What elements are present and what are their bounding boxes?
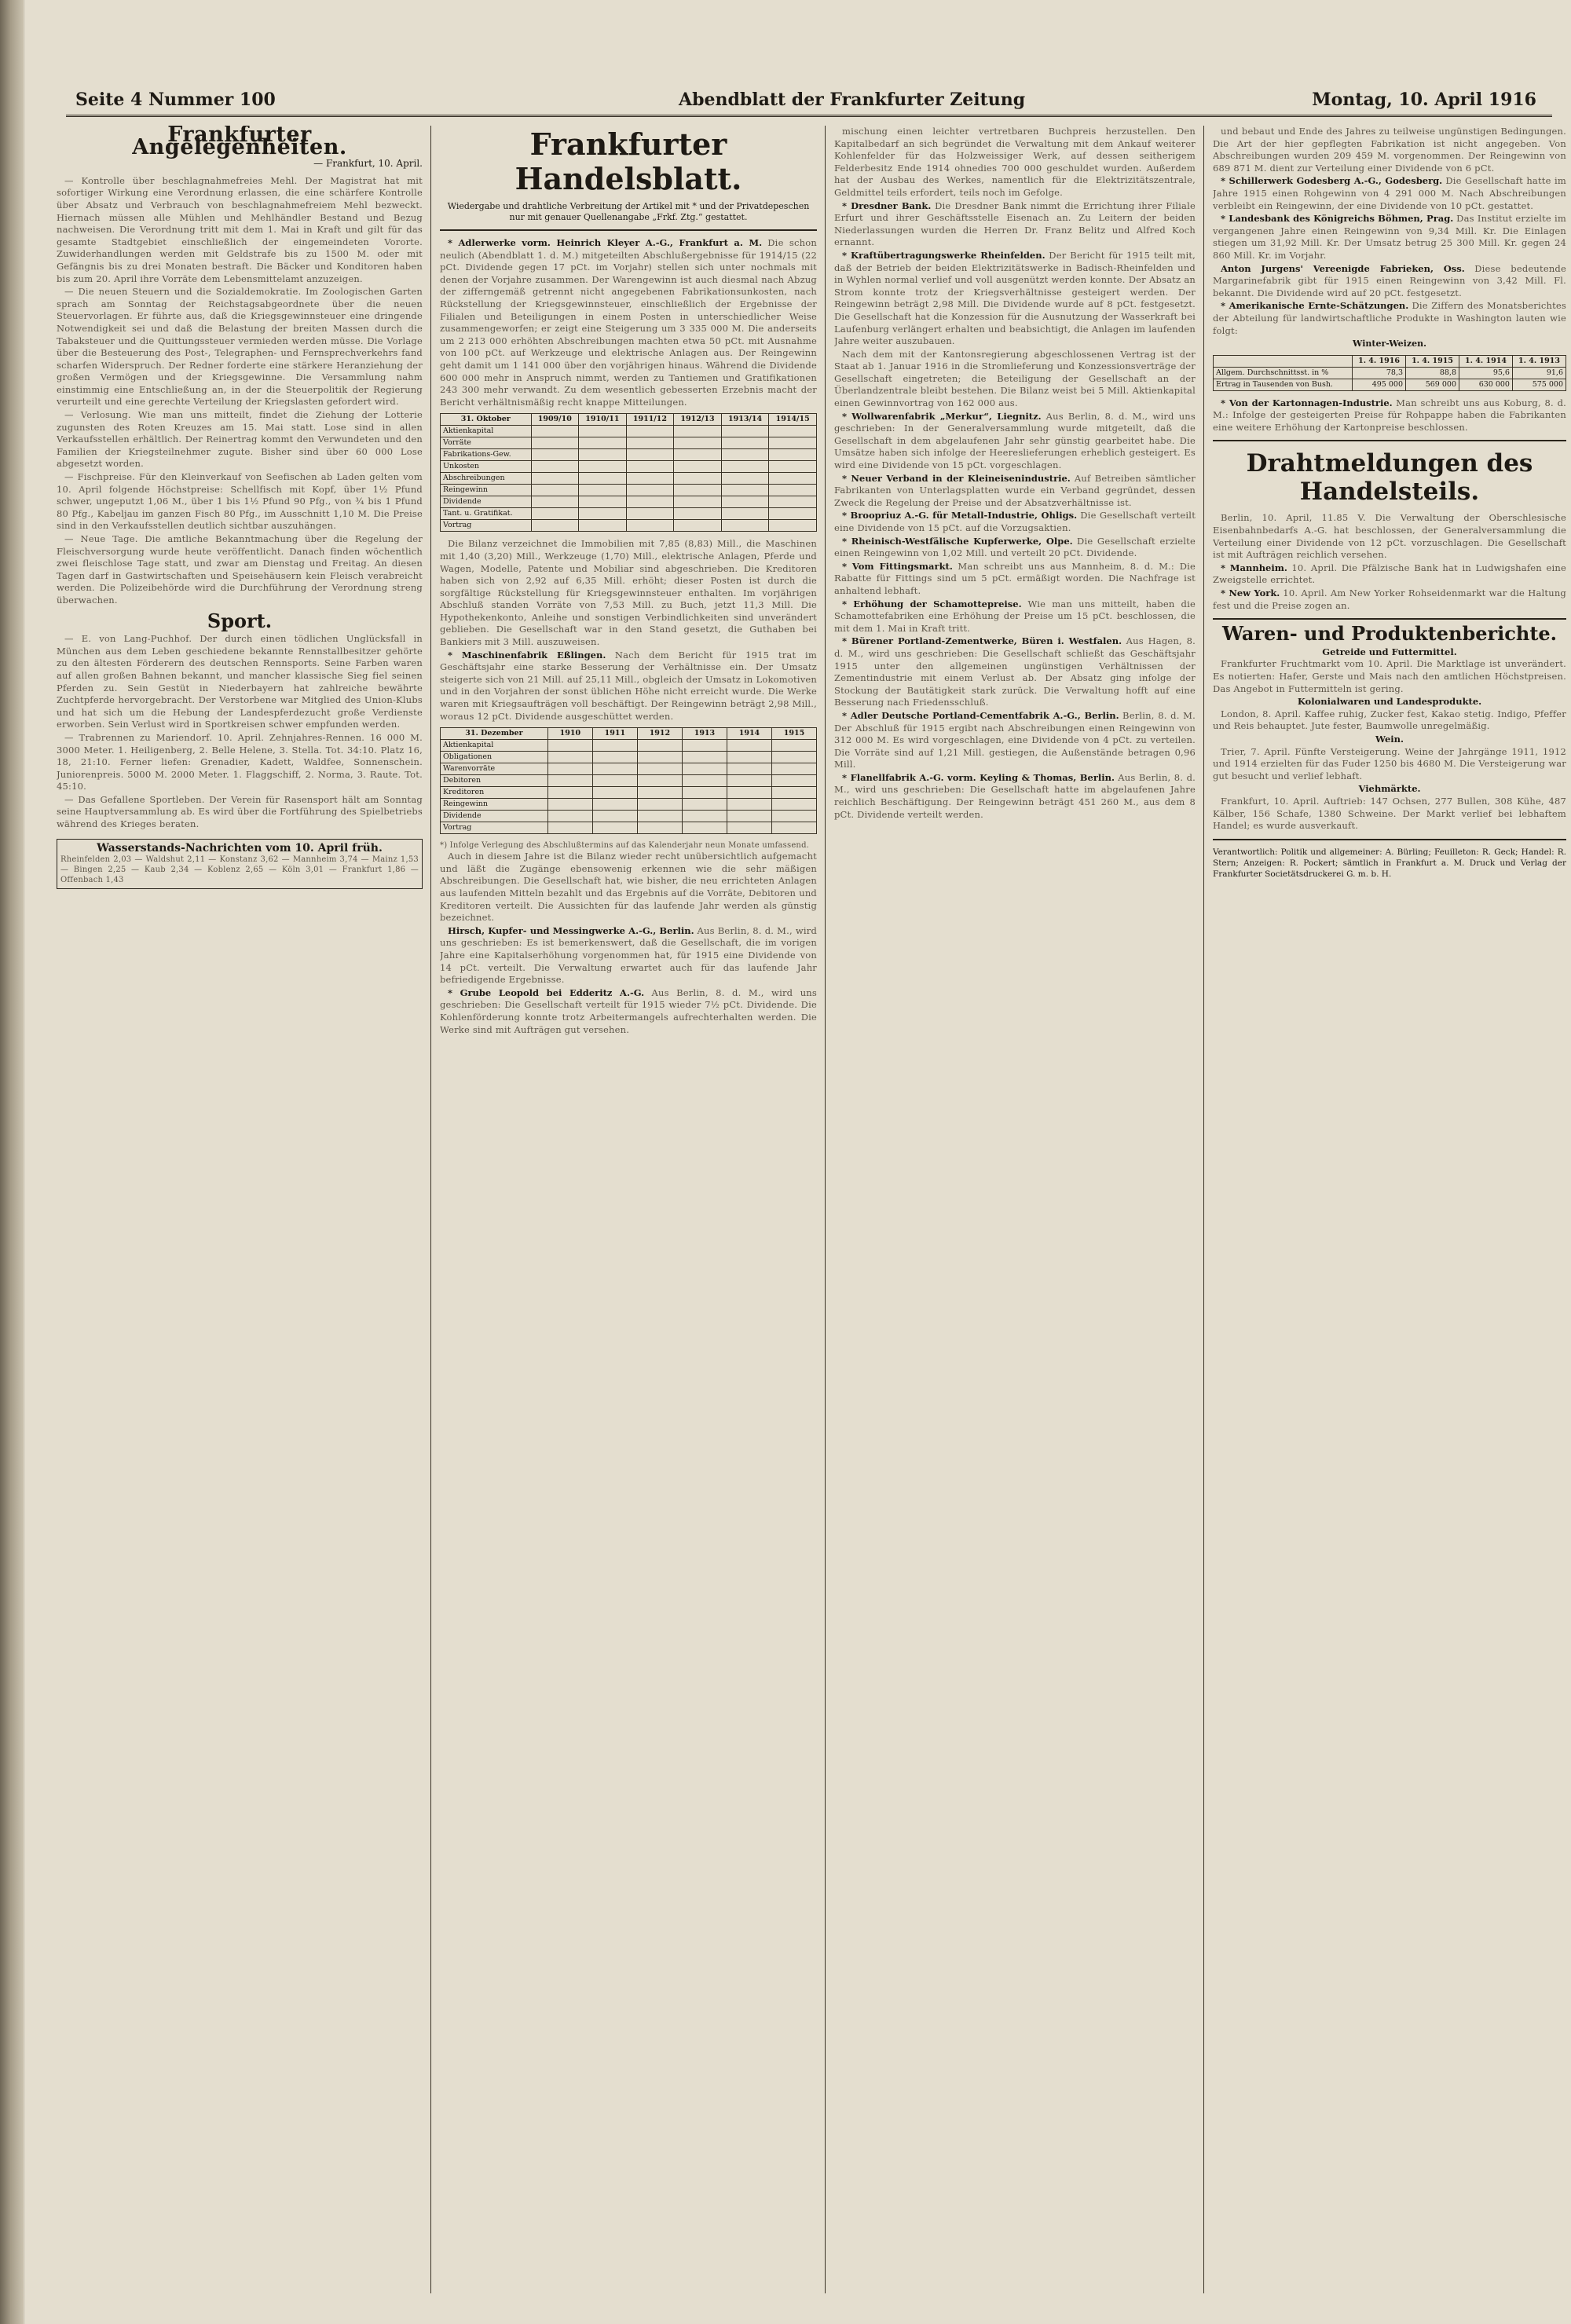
esslingen-table-row <box>441 811 817 822</box>
adlerwerke-table-cell <box>579 449 627 461</box>
esslingen-table-header-3: 1912 <box>637 728 682 740</box>
esslingen-table-cell <box>592 763 637 775</box>
esslingen-table-cell <box>547 822 592 834</box>
grube-leopold-heading: * Grube Leopold bei Edderitz A.-G. <box>448 986 645 998</box>
adlerwerke-table-cell <box>531 520 579 532</box>
crop-table-label: Winter-Weizen. <box>1353 339 1426 350</box>
adlerwerke-table-cell <box>531 426 579 437</box>
markets-heading: Waren- und Produktenberichte. <box>1221 622 1558 646</box>
adlerwerke-table-cell <box>674 449 722 461</box>
esslingen-table-row <box>441 822 817 834</box>
column-1: Frankfurter Angelegenheiten. — Frankfurt, 10. April. — Kontrolle über beschlagnahmefreies Mehl. Der Magistrat hat mit sofortiger Wirkung eine Verordnung erlassen, die eine schärfere Kontrolle über Absatz und Verbrauch von beschlagnahmefreiem Mehl bezweckt. Hiernach müssen alle Mühlen und Mehlhändler Bestand und Bezug nachweisen. Die Verordnung tritt mit dem 1. Mai in Kraft und gilt für das gesamte Stadtgebiet einschließlich der eingemeindeten Vororte. Zuwiderhandlungen werden mit Geldstrafe bis zu 1500 M. oder mit Gefängnis bis zu drei Monaten bestraft. Die Bäcker und Konditoren haben bis zum 20. April ihre Vorräte dem Lebensmittelamt anzuzeigen. — Die neuen Steuern und die Sozialdemokratie. Im Zoologischen Garten sprach am Sonntag der Reichstagsabgeordnete über die neuen Steuervorlagen. Er führte aus, daß die Kriegsgewinnsteuer eine dringende Notwendigkeit sei und daß die Belastung der breiten Massen durch die Tabaksteuer und die Quittungssteuer vermieden werden müsse. Die Vorlage über die Besteuerung des Post-, Telegraphen- und Fernsprechverkehrs fand scharfen Widerspruch. Der Redner forderte eine stärkere Heranziehung der großen Vermögen und der Kriegsgewinne. Die Versammlung nahm einstimmig eine Entschließung an, in der die Steuerpolitik der Regierung verurteilt und eine gerechte Verteilung der Kriegslasten gefordert wird. — Verlosung. Wie man uns mitteilt, findet die Ziehung der Lotterie zugunsten des Roten Kreuzes am 15. Mai statt. Lose sind in allen Verkaufsstellen erhältlich. Der Reinertrag kommt den Verwundeten und den Familien der Kriegsteilnehmer zugute. Bisher sind über 60 000 Lose abgesetzt worden. — Fischpreise. Für den Kleinverkauf von Seefischen ab Laden gelten vom 10. April folgende Höchstpreise: Schellfisch mit Kopf, über 1½ Pfund schwer, ungeputzt 1,06 M., über 1 bis 1½ Pfund 90 Pfg., von ¾ bis 1 Pfund 80 Pfg., Kabeljau im ganzen Fisch 80 Pfg., im Ausschnitt 1,10 M. Die Preise sind in den Verkaufsstellen deutlich sichtbar auszuhängen. — Neue Tage. Die amtliche Bekanntmachung über die Regelung der Fleischversorgung wurde heute veröffentlicht. Danach finden wöchentlich zwei fleischlose Tage statt, und zwar am Dienstag und Freitag. An diesen Tagen darf in Gastwirtschaften und Speisehäusern kein Fleisch verabreicht werden. Die Polizeibehörde wird die Durchführung der Verordnung streng überwachen. Sport. — E. von Lang-Puchhof. Der durch einen tödlichen Unglücksfall in München aus dem Leben geschiedene bekannte Rennstallbesitzer gehörte zu den ältesten Förderern des deutschen Rennsports. Seine Farben waren auf allen großen Bahnen bekannt, und mancher klassische Sieg fiel seinen Pferden zu. Sein Gestüt in Niederbayern hat zahlreiche bewährte Zuchtpferde hervorgebracht. Der Verstorbene war Mitglied des Union-Klubs und hat sich um die Hebung der Landespferdezucht große Verdienste erworben. Sein Verlust wird in Sportkreisen schwer empfunden werden. — Trabrennen zu Mariendorf. 10. April. Zehnjahres-Rennen. 16 000 M. 3000 Meter. 1. Heiligenberg, 2. Belle Helene, 3. Stella. Tot. 34:10. Platz 16, 18, 21:10. Ferner liefen: Grenadier, Kadett, Waldfee, Sonnenschein. Juniorenpreis. 5000 M. 2000 Meter. 1. Flaggschiff, 2. Norma, 3. Raute. Tot. 45:10. — Das Gefallene Sportleben. Der Verein für Rasensport hält am Sonntag seine Hauptversammlung ab. Es wird über die Fortführung des Spielbetriebs während des Krieges beraten. Wasserstands-Nachrichten vom 10. April früh. Rheinfelden 2,03 — Waldshut 2,11 — Konstanz 3,62 — Mannheim 3,74 — Mainz 1,53 — Bingen 2,25 — Kaub 2,34 — Koblenz 2,65 — Köln 3,01 — Frankfurt 1,86 — Offenbach 1,43 <box>57 126 423 2293</box>
esslingen-table-header-1: 1910 <box>547 728 592 740</box>
column-3: mischung einen leichter vertretbaren Buchpreis herzustellen. Den Kapitalbedarf an sich begründet die Verwaltung mit dem Ankauf weiterer Kohlenfelder für das Holzweissiger Werk, auf dessen seitherigem Felderbesitz Ende 1914 ohnedies 700 000 geschuldet wurden. Außerdem hat der Ausbau des Werkes, namentlich für die Elektrizitätszentrale, Geldmittel teils erfordert, teils noch im Gefolge. * Dresdner Bank. Die Dresdner Bank nimmt die Errichtung ihrer Filiale Erfurt und ihrer Geschäftsstelle Eisenach an. Zu Leitern der beiden Niederlassungen wurden die Herren Dr. Franz Belitz und Alfred Koch ernannt. * Kraftübertragungswerke Rheinfelden. Der Bericht für 1915 teilt mit, daß der Betrieb der beiden Elektrizitätswerke in Badisch-Rheinfelden und in Wyhlen normal verlief und voll ausgenützt werden konnte. Der Absatz an Strom konnte trotz der Kriegsverhältnisse gesteigert werden. Der Reingewinn beträgt 2,98 Mill. Die Dividende wurde auf 8 pCt. festgesetzt. Die Gesellschaft hat die Konzession für die Ausnutzung der Wasserkraft bei Laufenburg verlängert erhalten und beabsichtigt, die Anlagen im laufenden Jahre weiter auszubauen. Nach dem mit der Kantonsregierung abgeschlossenen Vertrag ist der Staat ab 1. Januar 1916 in die Stromlieferung und Konzessionsverträge der Gesellschaft eingetreten; die Beteiligung der Gesellschaft an der Überlandzentrale bleibt bestehen. Die Bilanz weist bei 5 Mill. Aktienkapital einen Gewinnvortrag von 162 000 aus. * Wollwarenfabrik „Merkur“, Liegnitz. Aus Berlin, 8. d. M., wird uns geschrieben: In der Generalversammlung wurde mitgeteilt, daß die Gesellschaft in dem abgelaufenen Jahr sehr günstig gearbeitet habe. Die Umsätze haben sich infolge der Heereslieferungen erheblich gesteigert. Es wird eine Dividende von 15 pCt. vorgeschlagen. * Neuer Verband in der Kleineisenindustrie. Auf Betreiben sämtlicher Fabrikanten von Unterlagsplatten wurde ein Verband gegründet, dessen Zweck die Regelung der Preise und der Absatzverhältnisse ist. * Broopriuz A.-G. für Metall-Industrie, Ohligs. Die Gesellschaft verteilt eine Dividende von 15 pCt. auf die Vorzugsaktien. * Rheinisch-Westfälische Kupferwerke, Olpe. Die Gesellschaft erzielte einen Reingewinn von 1,02 Mill. und verteilt 20 pCt. Dividende. * Vom Fittingsmarkt. Man schreibt uns aus Mannheim, 8. d. M.: Die Rabatte für Fittings sind um 5 pCt. ermäßigt worden. Die Nachfrage ist anhaltend lebhaft. * Erhöhung der Schamottepreise. Wie man uns mitteilt, haben die Schamottefabriken eine Erhöhung der Preise um 15 pCt. beschlossen, die mit dem 1. Mai in Kraft tritt. * Bürener Portland-Zementwerke, Büren i. Westfalen. Aus Hagen, 8. d. M., wird uns geschrieben: Die Gesellschaft schließt das Geschäftsjahr 1915 unter den allgemeinen ungünstigen Verhältnissen der Zementindustrie mit einem Verlust ab. Der Absatz ging infolge der Stockung der Bautätigkeit stark zurück. Die Verwaltung hofft auf eine Besserung nach Friedensschluß. * Adler Deutsche Portland-Cementfabrik A.-G., Berlin. Berlin, 8. d. M. Der Abschluß für 1915 ergibt nach Abschreibungen einen Reingewinn von 312 000 M. Es wird vorgeschlagen, eine Dividende von 4 pCt. zu verteilen. Die Vorräte sind auf 1,21 Mill. gestiegen, die Außenstände betragen 0,96 Mill. * Flanellfabrik A.-G. vorm. Keyling & Thomas, Berlin. Aus Berlin, 8. d. M., wird uns geschrieben: Die Gesellschaft hatte im abgelaufenen Jahre reichlich Beschäftigung. Der Reingewinn beträgt 451 260 M., aus dem 8 pCt. Dividende verteilt werden. <box>834 126 1196 820</box>
crop-table-cell: 91,6 <box>1512 367 1566 379</box>
crop-table-header-1: 1. 4. 1916 <box>1353 355 1406 367</box>
crop-table-cell: 88,8 <box>1406 367 1459 379</box>
adlerwerke-table-row-label: Tant. u. Gratifikat. <box>441 508 532 520</box>
hirsch-kupfer-heading: Hirsch, Kupfer- und Messingwerke A.-G., Berlin. <box>448 924 694 936</box>
esslingen-table-row-label: Warenvorräte <box>441 763 548 775</box>
column-rule-1 <box>430 126 431 2293</box>
adlerwerke-table-cell <box>769 437 817 449</box>
adlerwerke-table-cell <box>674 426 722 437</box>
markets-divider <box>1213 618 1566 620</box>
wire-news-heading: Drahtmeldungen des Handelsteils. <box>1246 449 1533 507</box>
grain-subheading: Getreide und Futtermittel. <box>1322 646 1457 657</box>
crop-table-row-label: Ertrag in Tausenden von Bush. <box>1214 379 1353 390</box>
esslingen-table-cell <box>771 752 816 763</box>
crop-table-row <box>1214 367 1566 379</box>
adlerwerke-table-cell <box>579 437 627 449</box>
esslingen-table-cell <box>637 775 682 787</box>
adlerwerke-table-cell <box>531 508 579 520</box>
esslingen-table-cell <box>592 775 637 787</box>
esslingen-table-row <box>441 799 817 811</box>
bueren-heading: * Bürener Portland-Zementwerke, Büren i. Westfalen. <box>842 635 1122 647</box>
esslingen-table-cell <box>592 811 637 822</box>
esslingen-table-cell <box>682 811 727 822</box>
crop-table-cell: 630 000 <box>1459 379 1513 390</box>
crop-table-row-label: Allgem. Durchschnittsst. in % <box>1214 367 1353 379</box>
wine-subheading: Wein. <box>1375 733 1404 745</box>
esslingen-table-cell <box>547 775 592 787</box>
ernte-heading: * Amerikanische Ernte-Schätzungen. <box>1221 300 1409 312</box>
esslingen-heading: * Maschinenfabrik Eßlingen. <box>448 649 606 661</box>
adlerwerke-table-cell <box>626 426 674 437</box>
keyling-heading: * Flanellfabrik A.-G. vorm. Keyling & Thomas, Berlin. <box>842 771 1115 783</box>
crop-table-cell: 495 000 <box>1353 379 1406 390</box>
adlerwerke-table-row-label: Vorräte <box>441 437 532 449</box>
adlerwerke-table-row <box>441 449 817 461</box>
adlerwerke-table-row <box>441 485 817 496</box>
mannheim-heading: * Mannheim. <box>1221 562 1287 573</box>
esslingen-table-header-4: 1913 <box>682 728 727 740</box>
esslingen-table-cell <box>682 799 727 811</box>
ohligs-heading: * Broopriuz A.-G. für Metall-Industrie, Ohligs. <box>842 510 1078 522</box>
title-divider <box>440 229 817 231</box>
page-masthead <box>66 82 1552 117</box>
esslingen-table-row <box>441 787 817 799</box>
esslingen-table-cell <box>727 752 771 763</box>
esslingen-table-row-label: Aktienkapital <box>441 740 548 752</box>
esslingen-table-cell <box>727 811 771 822</box>
adlerwerke-table-cell <box>626 473 674 485</box>
adlerwerke-table-cell <box>531 437 579 449</box>
local-news-heading: Frankfurter Angelegenheiten. <box>132 126 347 159</box>
water-level-box: Wasserstands-Nachrichten vom 10. April früh. Rheinfelden 2,03 — Waldshut 2,11 — Konstanz 3,62 — Mannheim 3,74 — Mainz 1,53 — Bingen 2,25 — Kaub 2,34 — Koblenz 2,65 — Köln 3,01 — Frankfurt 1,86 — Offenbach 1,43 <box>57 839 423 890</box>
esslingen-table-cell <box>682 763 727 775</box>
adlerwerke-table-cell <box>626 520 674 532</box>
adlerwerke-table-cell <box>579 496 627 508</box>
esslingen-table-row-label: Reingewinn <box>441 799 548 811</box>
adlerwerke-table-cell <box>674 508 722 520</box>
esslingen-table-cell <box>771 799 816 811</box>
adlerwerke-table-cell <box>721 520 769 532</box>
adlerwerke-table-header-3: 1911/12 <box>626 414 674 426</box>
esslingen-table-cell <box>637 752 682 763</box>
adlerwerke-table-cell <box>721 485 769 496</box>
esslingen-table-note: *) Infolge Verlegung des Abschlußtermins auf das Kalenderjahr neun Monate umfassend. <box>440 841 810 851</box>
adlerwerke-heading: * Adlerwerke vorm. Heinrich Kleyer A.-G., Frankfurt a. M. <box>448 237 763 248</box>
esslingen-table-cell <box>592 752 637 763</box>
esslingen-table-cell <box>547 787 592 799</box>
water-level-heading: Wasserstands-Nachrichten vom 10. April früh. <box>97 841 383 855</box>
esslingen-table-cell <box>771 775 816 787</box>
schillerwerk-heading: * Schillerwerk Godesberg A.-G., Godesberg. <box>1221 175 1443 187</box>
adlerwerke-table-row <box>441 426 817 437</box>
kartonnagen-heading: * Von der Kartonnagen-Industrie. <box>1221 397 1393 408</box>
adlerwerke-table-cell <box>721 437 769 449</box>
section-divider <box>1213 440 1566 441</box>
adlerwerke-table-cell <box>769 485 817 496</box>
fitting-heading: * Vom Fittingsmarkt. <box>842 560 953 572</box>
imprint-divider <box>1213 839 1566 840</box>
adlerwerke-table-row-label: Vortrag <box>441 520 532 532</box>
adlerwerke-table-row <box>441 461 817 473</box>
esslingen-table <box>440 727 817 834</box>
adlerwerke-table-header-5: 1913/14 <box>721 414 769 426</box>
crop-table-cell: 78,3 <box>1353 367 1406 379</box>
esslingen-table-cell <box>682 740 727 752</box>
adlerwerke-table-cell <box>769 508 817 520</box>
esslingen-table-row <box>441 752 817 763</box>
adlerwerke-table-cell <box>721 508 769 520</box>
adlerwerke-table-cell <box>579 461 627 473</box>
cattle-subheading: Viehmärkte. <box>1358 783 1421 795</box>
adlerwerke-table-cell <box>674 520 722 532</box>
crop-table-cell: 575 000 <box>1512 379 1566 390</box>
esslingen-table-cell <box>727 799 771 811</box>
newspaper-page <box>25 0 1571 2324</box>
adlerwerke-table-row <box>441 520 817 532</box>
adlerwerke-table-cell <box>579 508 627 520</box>
adlerwerke-table-cell <box>769 473 817 485</box>
esslingen-table-row-label: Kreditoren <box>441 787 548 799</box>
adlerwerke-table-cell <box>769 449 817 461</box>
esslingen-table-cell <box>727 787 771 799</box>
adlerwerke-table-row-label: Abschreibungen <box>441 473 532 485</box>
adlerwerke-table-cell <box>531 461 579 473</box>
esslingen-table-row-label: Obligationen <box>441 752 548 763</box>
adlerwerke-table-cell <box>626 496 674 508</box>
column-rule-2 <box>825 126 826 2293</box>
esslingen-table-cell <box>637 799 682 811</box>
esslingen-table-header-5: 1914 <box>727 728 771 740</box>
esslingen-table-cell <box>547 811 592 822</box>
adlerwerke-table-cell <box>579 520 627 532</box>
esslingen-table-cell <box>547 752 592 763</box>
adlerwerke-table-header-2: 1910/11 <box>579 414 627 426</box>
crop-table-header-2: 1. 4. 1915 <box>1406 355 1459 367</box>
landesbank-heading: * Landesbank des Königreichs Böhmen, Prag. <box>1221 213 1454 225</box>
esslingen-table-row <box>441 740 817 752</box>
esslingen-table-cell <box>547 740 592 752</box>
adlerwerke-table-cell <box>721 473 769 485</box>
column-2: Frankfurter Handelsblatt. Wiedergabe und drahtliche Verbreitung der Artikel mit * und der Privatdepeschen nur mit genauer Quellenangabe „Frkf. Ztg.“ gestattet. * Adlerwerke vorm. Heinrich Kleyer A.-G., Frankfurt a. M. Die schon neulich (Abendblatt 1. d. M.) mitgeteilten Abschlußergebnisse für 1914/15 (22 pCt. Dividende gegen 17 pCt. im Vorjahr) stellen sich unter nochmals mit denen der Vorjahre zusammen. Der Warengewinn ist auch diesmal nach Abzug der zifferngemäß getrennt nicht angegebenen Fabrikationsunkosten, nach Rückstellung der Kriegsgewinnsteuer, einschließlich der Ergebnisse der Filialen und Beteiligungen in einem Posten in unterschiedlicher Weise zusammengeworfen; er zeigt eine Steigerung um 3 335 000 M. Die anderseits um 2 213 000 erhöhten Abschreibungen machten etwa 50 pCt. mit Ausnahme von 100 pCt. auf Werkzeuge und elektrische Anlagen aus. Der Reingewinn geht damit um 1 141 000 über den vorjährigen hinaus. Während die Dividende 600 000 mehr in Anspruch nimmt, werden zu Tantiemen und Gratifikationen 243 300 mehr verwandt. Zu dem wesentlich gebesserten Erzebnis macht der Bericht verhältnismäßig recht knappe Mitteilungen. 31. Oktober 1909/10 1910/11 1911/12 1912/13 1913/14 1914/15 Aktienkapital Vorräte Fabrikations-Gew. Unkosten Abschreibungen Reingewinn Dividende Tant. u. Gratifikat. Vortrag Die Bilanz verzeichnet die Immobilien mit 7,85 (8,83) Mill., die Maschinen mit 1,40 (3,20) Mill., Werkzeuge (1,70) Mill., elektrische Anlagen, Pferde und Wagen, Modelle, Patente und Mobiliar sind abgeschrieben. Die Kreditoren haben sich von 2,92 auf 6,35 Mill. erhöht; dieser Posten ist durch die sorgfältige Rückstellung für Kriegsgewinnsteuer enthalten. Im vorjährigen Abschluß standen Vorräte von 7,53 Mill. zu Buch, jetzt 11,3 Mill. Die Hypothekenkonto, Anleihe und sonstigen Verbindlichkeiten sind unverändert geblieben. Die Gesellschaft war in den Stand gesetzt, die Guthaben bei Bankiers mit 3 Mill. auszuweisen. * Maschinenfabrik Eßlingen. Nach dem Bericht für 1915 trat im Geschäftsjahr eine starke Besserung der Verhältnisse ein. Der Umsatz steigerte sich von 21 Mill. auf 25,11 Mill., obgleich der Umsatz in Lokomotiven und in den Vorjahren der sonst üblichen Höhe nicht erreicht wurde. Die Werke waren mit Kriegsaufträgen voll beschäftigt. Der Reingewinn beträgt 2,98 Mill., woraus 12 pCt. Dividende ausgeschüttet werden. 31. Dezember 1910 1911 1912 1913 1914 1915 Aktienkapital Obligationen Warenvorräte Debitoren Kreditoren Reingewinn Dividende Vortrag *) Infolge Verlegung des Abschlußtermins auf das Kalenderjahr neun Monate umfassend. Auch in diesem Jahre ist die Bilanz wieder recht unübersichtlich aufgemacht und läßt die Zugänge ebensowenig erkennen wie die sehr mäßigen Abschreibungen. Die Gesellschaft hat, wie bisher, die neu errichteten Anlagen aus laufenden Mitteln bezahlt und das Ergebnis auf die Vorräte, Debitoren und Kreditoren verteilt. Die Aussichten für das laufende Jahr werden als günstig bezeichnet. Hirsch, Kupfer- und Messingwerke A.-G., Berlin. Aus Berlin, 8. d. M., wird uns geschrieben: Es ist bemerkenswert, daß die Gesellschaft, die im vorigen Jahre eine Kapitalserhöhung vorgenommen hat, für 1915 eine Dividende von 14 pCt. verteilt. Die Verwaltung erwartet auch für das laufende Jahr befriedigende Ergebnisse. * Grube Leopold bei Edderitz A.-G. Aus Berlin, 8. d. M., wird uns geschrieben: Die Gesellschaft verteilt für 1915 wieder 7½ pCt. Dividende. Die Kohlenförderung konnte trotz Arbeitermangels aufrechterhalten werden. Die Werke sind mit Aufträgen gut versehen. <box>440 126 817 1035</box>
adlerwerke-table-cell <box>769 461 817 473</box>
adlerwerke-table-cell <box>769 426 817 437</box>
adlerwerke-table-cell <box>769 496 817 508</box>
crop-table-cell: 95,6 <box>1459 367 1513 379</box>
imprint-text: Verantwortlich: Politik und allgemeiner: A. Bürling; Feuilleton: R. Geck; Handel: R. Stern; Anzeigen: R. Pockert; sämtlich in Frankfurt a. M. Druck und Verlag der Frankfurter Societätsdruckerei G. m. b. H. <box>1213 847 1566 879</box>
adlerwerke-table-cell <box>531 485 579 496</box>
masthead-paper-name: Abendblatt der Frankfurter Zeitung <box>679 90 1026 110</box>
esslingen-table-cell <box>637 740 682 752</box>
esslingen-table-cell <box>682 752 727 763</box>
adlerwerke-table-row-label: Aktienkapital <box>441 426 532 437</box>
adlerwerke-table-cell <box>579 426 627 437</box>
adlerwerke-table-row-label: Unkosten <box>441 461 532 473</box>
adlerwerke-table-header-6: 1914/15 <box>769 414 817 426</box>
column-rule-3 <box>1203 126 1204 2293</box>
adlerwerke-table-cell <box>721 449 769 461</box>
esslingen-table-cell <box>682 822 727 834</box>
adlerwerke-table-cell <box>674 485 722 496</box>
colonial-subheading: Kolonialwaren und Landesprodukte. <box>1297 696 1482 708</box>
adlerwerke-table-header-1: 1909/10 <box>531 414 579 426</box>
esslingen-table-cell <box>592 787 637 799</box>
esslingen-table-header-0: 31. Dezember <box>441 728 548 740</box>
adlerwerke-table-cell <box>626 437 674 449</box>
crop-estimate-table <box>1213 355 1566 391</box>
adlerwerke-table-cell <box>579 485 627 496</box>
newyork-heading: * New York. <box>1221 587 1280 599</box>
jurgens-heading: Anton Jurgens' Vereenigde Fabrieken, Oss. <box>1221 262 1465 274</box>
esslingen-table-row-label: Vortrag <box>441 822 548 834</box>
esslingen-table-cell <box>727 740 771 752</box>
esslingen-table-row-label: Dividende <box>441 811 548 822</box>
esslingen-table-cell <box>592 822 637 834</box>
esslingen-table-cell <box>592 740 637 752</box>
masthead-date: Montag, 10. April 1916 <box>1312 90 1536 110</box>
esslingen-table-cell <box>637 763 682 775</box>
column-4: und bebaut und Ende des Jahres zu teilweise ungünstigen Bedingungen. Die Art der hier gepflegten Fabrikation ist nicht angegeben. Von Abschreibungen wurden 209 459 M. vorgenommen. Der Reingewinn von 689 871 M. dient zur Verteilung einer Dividende von 6 pCt. * Schillerwerk Godesberg A.-G., Godesberg. Die Gesellschaft hatte im Jahre 1915 einen Rohgewinn von 4 291 000 M. Nach Abschreibungen verbleibt ein Reingewinn, der eine Dividende von 10 pCt. gestattet. * Landesbank des Königreichs Böhmen, Prag. Das Institut erzielte im vergangenen Jahre einen Reingewinn von 9,34 Mill. Kr. Die Einlagen stiegen um 31,92 Mill. Kr. Der Umsatz betrug 25 300 Mill. Kr. gegen 24 860 Mill. Kr. im Vorjahr. Anton Jurgens' Vereenigde Fabrieken, Oss. Diese bedeutende Margarinefabrik gibt für 1915 einen Reingewinn von 3,42 Mill. Fl. bekannt. Die Dividende wird auf 20 pCt. festgesetzt. * Amerikanische Ernte-Schätzungen. Die Ziffern des Monatsberichtes der Abteilung für landwirtschaftliche Produkte in Washington lauten wie folgt: Winter-Weizen. 1. 4. 1916 1. 4. 1915 1. 4. 1914 1. 4. 1913 Allgem. Durchschnittsst. in % 78,3 88,8 95,6 91,6 Ertrag in Tausenden von Bush. 495 000 569 000 630 000 575 000 * Von der Kartonnagen-Industrie. Man schreibt uns aus Koburg, 8. d. M.: Infolge der gesteigerten Preise für Rohpappe haben die Fabrikanten eine weitere Erhöhung der Kartonpreise beschlossen. Drahtmeldungen des Handelsteils. Berlin, 10. April, 11.85 V. Die Verwaltung der Oberschlesische Eisenbahnbedarfs A.-G. hat beschlossen, der Generalversammlung die Verteilung einer Dividende von 12 pCt. vorzuschlagen. Die Gesellschaft ist mit Aufträgen reichlich versehen. * Mannheim. 10. April. Die Pfälzische Bank hat in Ludwigshafen eine Zweigstelle errichtet. * New York. 10. April. Am New Yorker Rohseidenmarkt war die Haltung fest und die Preise zogen an. Waren- und Produktenberichte. Getreide und Futtermittel. Frankfurter Fruchtmarkt vom 10. April. Die Marktlage ist unverändert. Es notierten: Hafer, Gerste und Mais nach den amtlichen Höchstpreisen. Das Angebot in Futtermitteln ist gering. Kolonialwaren und Landesprodukte. London, 8. April. Kaffee ruhig, Zucker fest, Kakao stetig. Indigo, Pfeffer und Reis behauptet. Jute fester, Baumwolle unregelmäßig. Wein. Trier, 7. April. Fünfte Versteigerung. Weine der Jahrgänge 1911, 1912 und 1914 erzielten für das Fuder 1250 bis 4680 M. Die Versteigerung war gut besucht und verlief lebhaft. Viehmärkte. Frankfurt, 10. April. Auftrieb: 147 Ochsen, 277 Bullen, 308 Kühe, 487 Kälber, 156 Schafe, 1380 Schweine. Der Markt verlief bei lebhaftem Handel; es wurde ausverkauft. Verantwortlich: Politik und allgemeiner: A. Bürling; Feuilleton: R. Geck; Handel: R. Stern; Anzeigen: R. Pockert; sämtlich in Frankfurt a. M. Druck und Verlag der Frankfurter Societätsdruckerei G. m. b. H. <box>1213 126 1566 879</box>
esslingen-table-row-label: Debitoren <box>441 775 548 787</box>
adlerwerke-table-cell <box>531 449 579 461</box>
schamotte-heading: * Erhöhung der Schamottepreise. <box>842 598 1022 609</box>
adlerwerke-table-cell <box>626 461 674 473</box>
adlerwerke-table-row <box>441 496 817 508</box>
adlerwerke-table-row <box>441 508 817 520</box>
esslingen-table-row <box>441 775 817 787</box>
esslingen-table-header-6: 1915 <box>771 728 816 740</box>
kleineisen-heading: * Neuer Verband in der Kleineisenindustrie. <box>842 472 1071 484</box>
crop-table-cell: 569 000 <box>1406 379 1459 390</box>
adlerwerke-table-cell <box>674 437 722 449</box>
esslingen-table-cell <box>547 799 592 811</box>
adlerwerke-table-cell <box>721 496 769 508</box>
esslingen-table-cell <box>727 763 771 775</box>
crop-table-row <box>1214 379 1566 390</box>
masthead-page-number: Seite 4 Nummer 100 <box>75 90 276 110</box>
esslingen-table-cell <box>727 822 771 834</box>
business-section-subtitle: Wiedergabe und drahtliche Verbreitung der Artikel mit * und der Privatdepeschen nur mit genauer Quellenangabe „Frkf. Ztg.“ gestattet. <box>447 201 810 222</box>
page-binding-edge <box>0 0 24 2324</box>
adlerwerke-table-cell <box>721 426 769 437</box>
esslingen-table-cell <box>547 763 592 775</box>
esslingen-table-cell <box>682 787 727 799</box>
adlerwerke-table-cell <box>769 520 817 532</box>
olpe-heading: * Rheinisch-Westfälische Kupferwerke, Olpe. <box>842 535 1073 547</box>
adlerwerke-table-cell <box>579 473 627 485</box>
adlerwerke-table-cell <box>674 496 722 508</box>
adlerwerke-table-cell <box>674 461 722 473</box>
crop-table-header-0 <box>1214 355 1353 367</box>
dresdner-bank-heading: * Dresdner Bank. <box>842 199 932 211</box>
crop-table-header-3: 1. 4. 1914 <box>1459 355 1513 367</box>
adlerwerke-table-cell <box>626 508 674 520</box>
crop-table-header-4: 1. 4. 1913 <box>1512 355 1566 367</box>
esslingen-table-cell <box>771 811 816 822</box>
adlerwerke-table-cell <box>626 485 674 496</box>
esslingen-table-cell <box>637 811 682 822</box>
adlerwerke-table-header-0: 31. Oktober <box>441 414 532 426</box>
esslingen-table-cell <box>771 822 816 834</box>
adlerwerke-table-row <box>441 473 817 485</box>
adler-cement-heading: * Adler Deutsche Portland-Cementfabrik A.-G., Berlin. <box>842 709 1119 721</box>
esslingen-table-cell <box>682 775 727 787</box>
adlerwerke-table-cell <box>626 449 674 461</box>
esslingen-table-cell <box>637 822 682 834</box>
adlerwerke-table-header-4: 1912/13 <box>674 414 722 426</box>
adlerwerke-table-row-label: Dividende <box>441 496 532 508</box>
rheinfelden-heading: * Kraftübertragungswerke Rheinfelden. <box>842 249 1046 261</box>
adlerwerke-table-cell <box>531 473 579 485</box>
adlerwerke-table-row-label: Reingewinn <box>441 485 532 496</box>
adlerwerke-table-row <box>441 437 817 449</box>
adlerwerke-table-cell <box>674 473 722 485</box>
adlerwerke-table-row-label: Fabrikations-Gew. <box>441 449 532 461</box>
esslingen-table-cell <box>637 787 682 799</box>
adlerwerke-table <box>440 413 817 532</box>
esslingen-table-cell <box>771 740 816 752</box>
adlerwerke-table-cell <box>531 496 579 508</box>
esslingen-table-cell <box>727 775 771 787</box>
business-section-title: Frankfurter Handelsblatt. <box>515 126 742 196</box>
esslingen-table-row <box>441 763 817 775</box>
esslingen-table-cell <box>592 799 637 811</box>
adlerwerke-table-cell <box>721 461 769 473</box>
merkur-heading: * Wollwarenfabrik „Merkur“, Liegnitz. <box>842 410 1042 422</box>
esslingen-table-header-2: 1911 <box>592 728 637 740</box>
sport-heading: Sport. <box>207 609 273 632</box>
esslingen-table-cell <box>771 763 816 775</box>
local-news-dateline: — Frankfurt, 10. April. <box>313 158 423 170</box>
esslingen-table-cell <box>771 787 816 799</box>
